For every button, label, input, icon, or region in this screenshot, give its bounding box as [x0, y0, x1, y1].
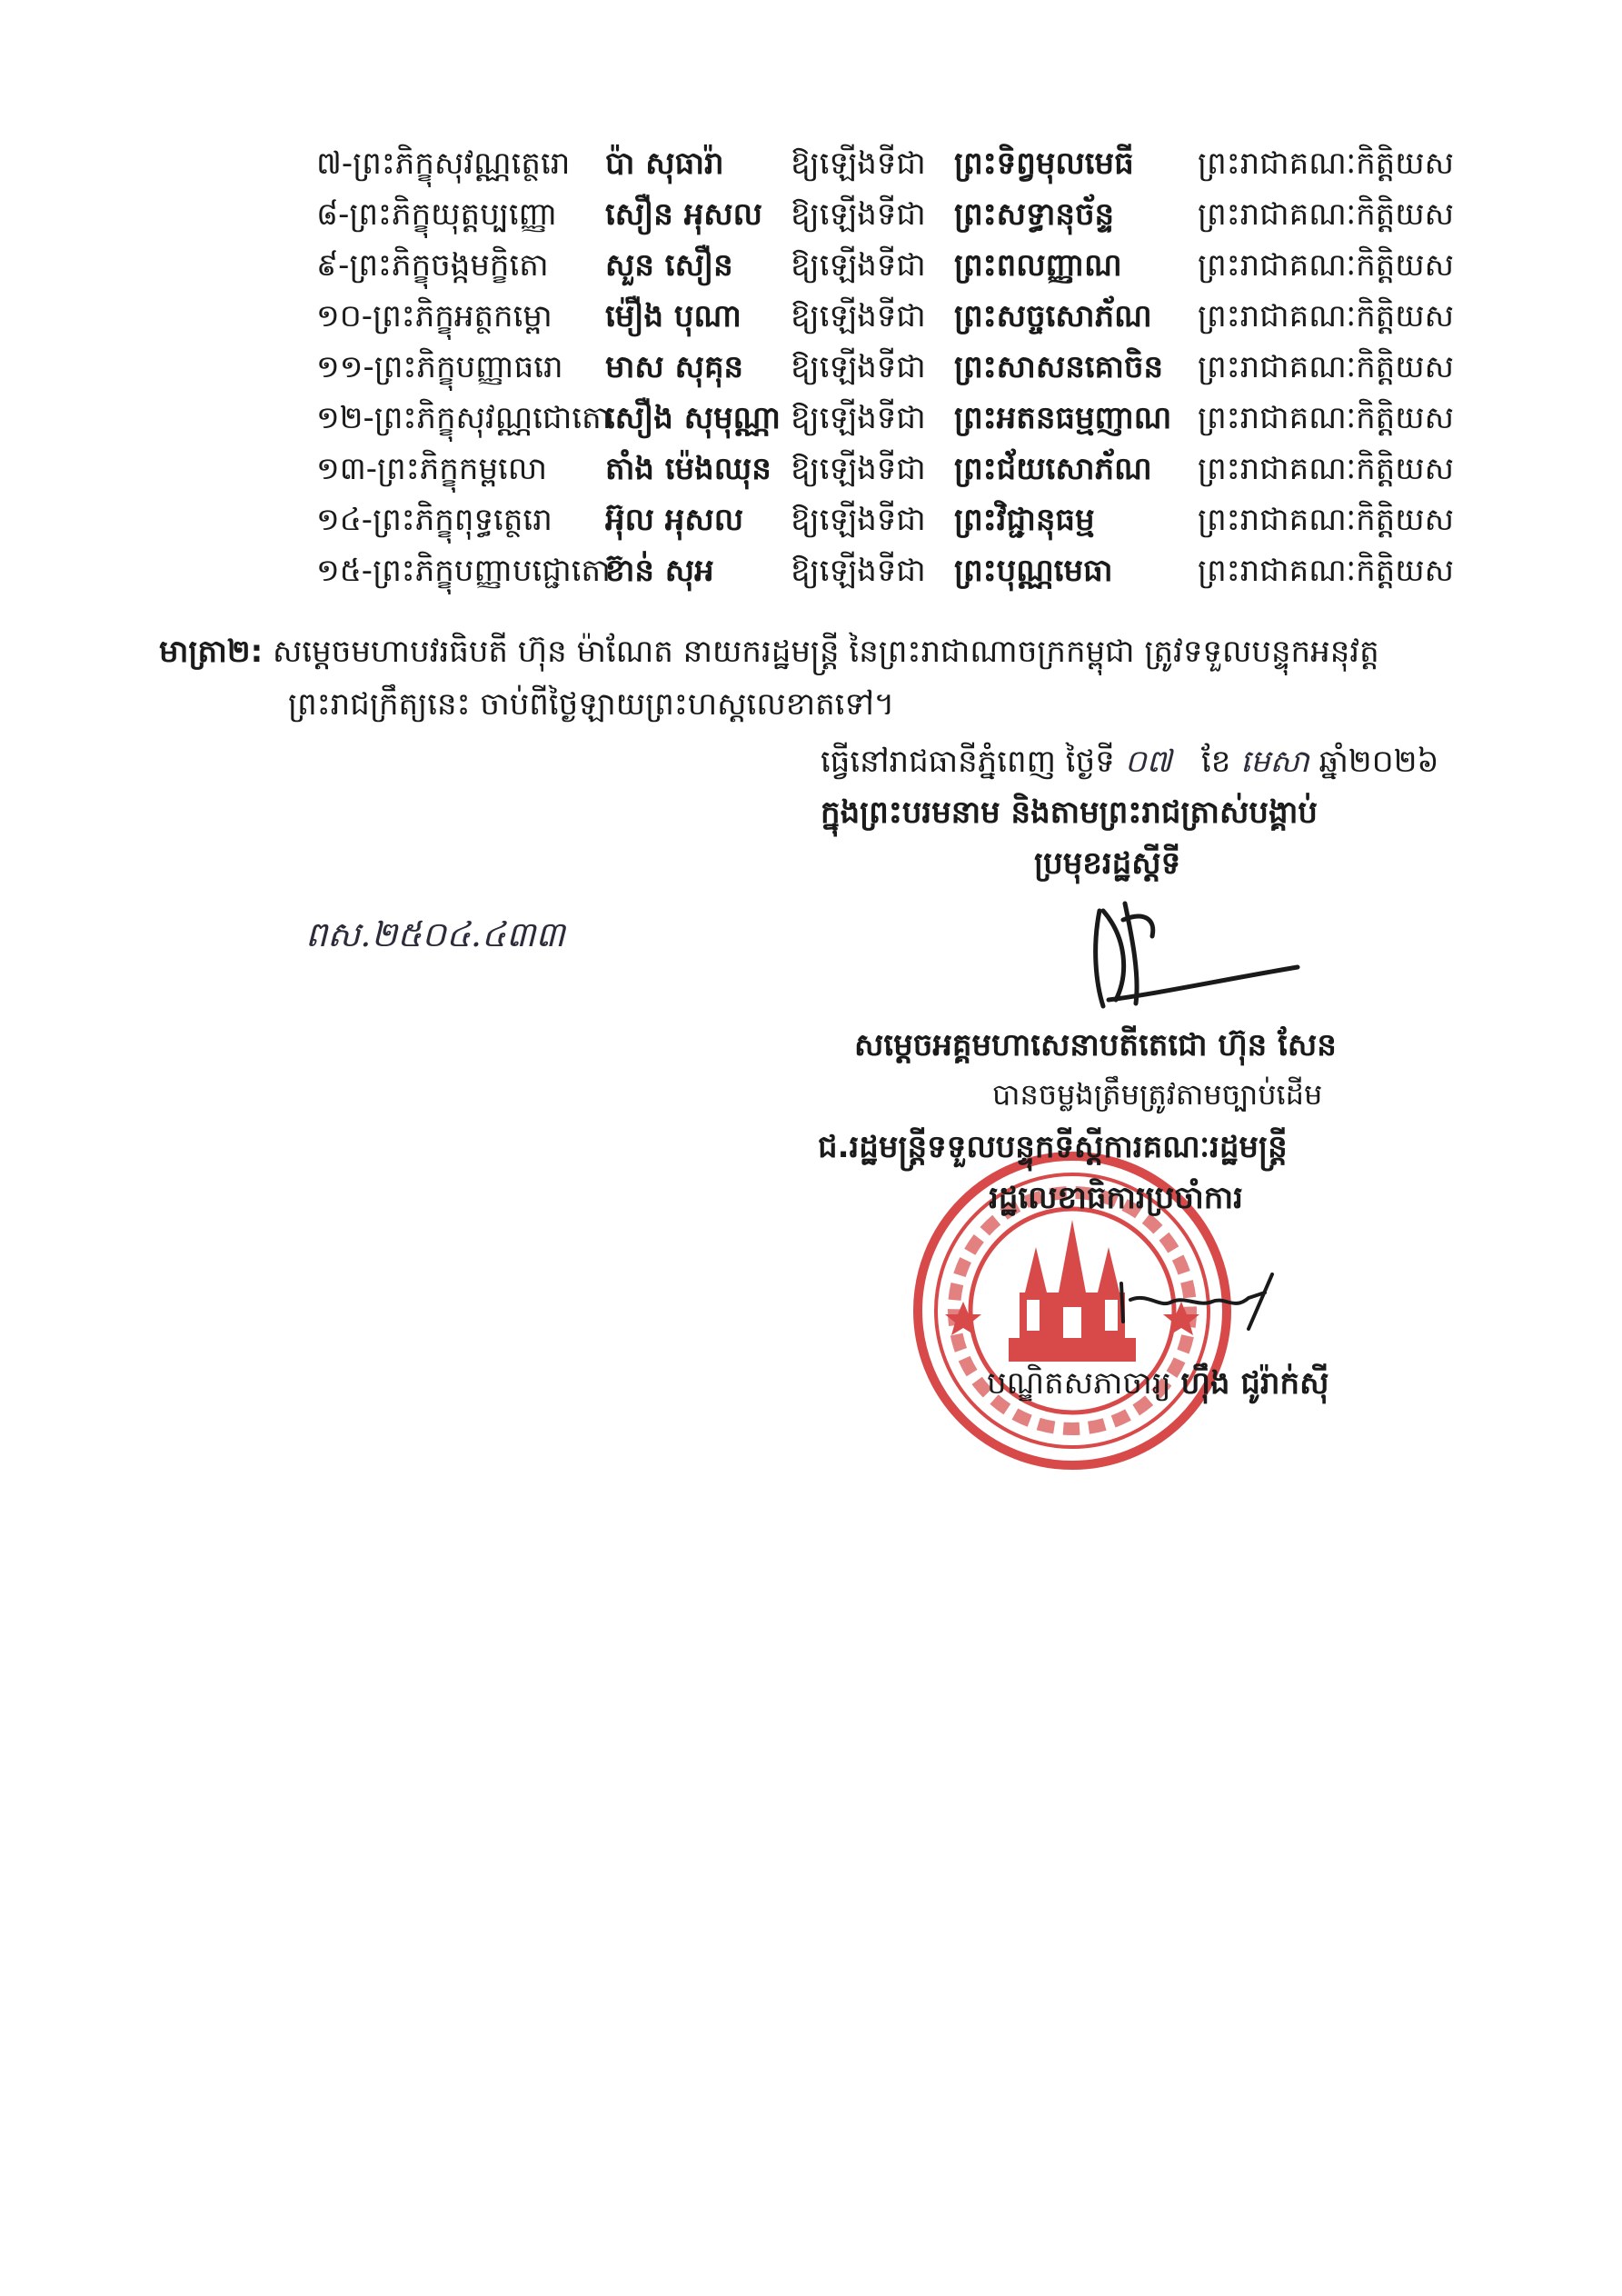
- raise-text: ឱ្យឡើងទីជា: [791, 553, 926, 589]
- rank: ព្រះរាជាគណៈកិត្តិយស: [1198, 451, 1454, 487]
- appointment-row: [316, 138, 1498, 189]
- honorific-title: ព្រះទិព្វមុលមេធី: [954, 145, 1134, 182]
- certified-copy-note: បានចម្លងត្រឹមត្រូវតាមច្បាប់ដើម: [992, 1077, 1323, 1112]
- secretary-title: រដ្ឋលេខាធិការប្រចាំការ: [989, 1180, 1243, 1216]
- appointment-list: [316, 138, 1498, 596]
- raise-text: ឱ្យឡើងទីជា: [791, 451, 926, 487]
- honorific-title: ព្រះសទ្ធានុច័ន្ទ: [954, 196, 1115, 233]
- authority-line: ក្នុងព្រះបរមនាម និងតាមព្រះរាជត្រាស់បង្គាប់: [821, 794, 1318, 831]
- lay-name: ម៉ឿង បុណា: [605, 298, 741, 334]
- signatory-name: សម្តេចអគ្គមហាសេនាបតីតេជោ ហ៊ុន សែន: [854, 1027, 1337, 1063]
- honorific-title: ព្រះជ័យសោភ័ណ: [954, 451, 1152, 487]
- appointment-row: [316, 393, 1498, 444]
- honorific-title: ព្រះអតនធម្មញាណ: [954, 400, 1172, 436]
- signer-role: បណ្ឌិតសភាចារ្យ: [987, 1365, 1171, 1402]
- lay-name: ខ៊ាន់ សុអ: [605, 553, 714, 589]
- date-day: ០៧: [1124, 744, 1172, 780]
- raise-text: ឱ្យឡើងទីជា: [791, 145, 926, 182]
- article-text-line1: សម្តេចមហាបវរធិបតី ហ៊ុន ម៉ាណែត នាយករដ្ឋមន្ត្រី នៃព្រះរាជាណាចក្រកម្ពុជា ត្រូវទទួលបន្ទុកអនុវត្ត: [273, 634, 1379, 670]
- honorific-title: ព្រះសាសនគោចិន: [954, 349, 1164, 385]
- monk-name: ១៤-ព្រះភិក្ខុពុទ្ធត្ថេរោ: [316, 502, 552, 538]
- date-prefix: ធ្វើនៅរាជធានីភ្នំពេញ ថ្ងៃទី: [821, 744, 1115, 780]
- monk-name: ១៥-ព្រះភិក្ខុបញ្ញាបជ្ជោតោ: [316, 553, 611, 589]
- article-2: [159, 625, 1504, 731]
- monk-name: ៧-ព្រះភិក្ខុសុវណ្ណត្ថេរោ: [316, 145, 571, 182]
- minister-title: ជ.រដ្ឋមន្ត្រីទទួលបន្ទុកទីស្តីការគណៈរដ្ឋមន្ត្រី: [818, 1129, 1288, 1165]
- raise-text: ឱ្យឡើងទីជា: [791, 196, 926, 233]
- rank: ព្រះរាជាគណៈកិត្តិយស: [1198, 349, 1454, 385]
- article-label: មាត្រា២:: [159, 634, 264, 670]
- lay-name: អ៊ុល អុសល: [605, 502, 744, 538]
- month-prefix: ខែ: [1200, 744, 1231, 780]
- lay-name: ប៉ា សុធារ៉ា: [605, 145, 724, 182]
- monk-name: ៩-ព្រះភិក្ខុចង្កមក្ខិតោ: [316, 247, 549, 284]
- reference-number: ពស.២៥០៤.៤៣៣: [305, 914, 565, 954]
- honorific-title: ព្រះពលញ្ញាណ: [954, 247, 1122, 284]
- appointment-row: [316, 342, 1498, 393]
- date-line: [821, 742, 1439, 787]
- monk-name: ១៣-ព្រះភិក្ខុកម្ពលោ: [316, 451, 547, 487]
- honorific-title: ព្រះសច្ចសោភ័ណ: [954, 298, 1152, 334]
- rank: ព្រះរាជាគណៈកិត្តិយស: [1198, 298, 1454, 334]
- monk-name: ១១-ព្រះភិក្ខុបញ្ញាធរោ: [316, 349, 563, 385]
- monk-name: ១២-ព្រះភិក្ខុសុវណ្ណជោតោ: [316, 400, 612, 436]
- lay-name: សឿន អុសល: [605, 196, 763, 233]
- appointment-row: [316, 291, 1498, 342]
- raise-text: ឱ្យឡើងទីជា: [791, 298, 926, 334]
- rank: ព្រះរាជាគណៈកិត្តិយស: [1198, 502, 1454, 538]
- lay-name: តាំង ម៉េងឈុន: [605, 451, 771, 487]
- lay-name: សួន សឿន: [605, 247, 733, 284]
- date-year: ឆ្នាំ២០២៦: [1318, 744, 1439, 780]
- lay-name: សឿង សុមុណ្ណា: [605, 400, 781, 436]
- raise-text: ឱ្យឡើងទីជា: [791, 247, 926, 284]
- raise-text: ឱ្យឡើងទីជា: [791, 400, 926, 436]
- rank: ព្រះរាជាគណៈកិត្តិយស: [1198, 553, 1454, 589]
- signature-image: [1072, 893, 1309, 1020]
- date-month: មេសា: [1240, 744, 1309, 780]
- rank: ព្រះរាជាគណៈកិត្តិយស: [1198, 196, 1454, 233]
- honorific-title: ព្រះបុណ្ណមេធា: [954, 553, 1113, 589]
- raise-text: ឱ្យឡើងទីជា: [791, 349, 926, 385]
- signer-name: ហ៊ឹង ជូរ៉ាក់ស៊ី: [1180, 1365, 1329, 1402]
- appointment-row: [316, 444, 1498, 494]
- appointment-row: [316, 240, 1498, 291]
- signature-image-secondary: [1112, 1256, 1294, 1338]
- rank: ព្រះរាជាគណៈកិត្តិយស: [1198, 400, 1454, 436]
- appointment-row: [316, 545, 1498, 596]
- appointment-row: [316, 189, 1498, 240]
- secretary-signatory: [987, 1363, 1328, 1409]
- article-text-line2: ព្រះរាជក្រឹត្យនេះ ចាប់ពីថ្ងៃឡាយព្រះហស្តលេខាតទៅ។: [288, 686, 895, 723]
- head-of-state-title: ប្រមុខរដ្ឋស្តីទី: [1034, 845, 1181, 882]
- appointment-row: [316, 494, 1498, 545]
- monk-name: ១០-ព្រះភិក្ខុអត្ថកម្ពោ: [316, 298, 552, 334]
- rank: ព្រះរាជាគណៈកិត្តិយស: [1198, 145, 1454, 182]
- lay-name: មាស សុគុន: [605, 349, 744, 385]
- raise-text: ឱ្យឡើងទីជា: [791, 502, 926, 538]
- monk-name: ៨-ព្រះភិក្ខុយុត្តប្បញ្ញោ: [316, 196, 558, 233]
- rank: ព្រះរាជាគណៈកិត្តិយស: [1198, 247, 1454, 284]
- honorific-title: ព្រះវិជ្ជានុធម្ម: [954, 502, 1095, 538]
